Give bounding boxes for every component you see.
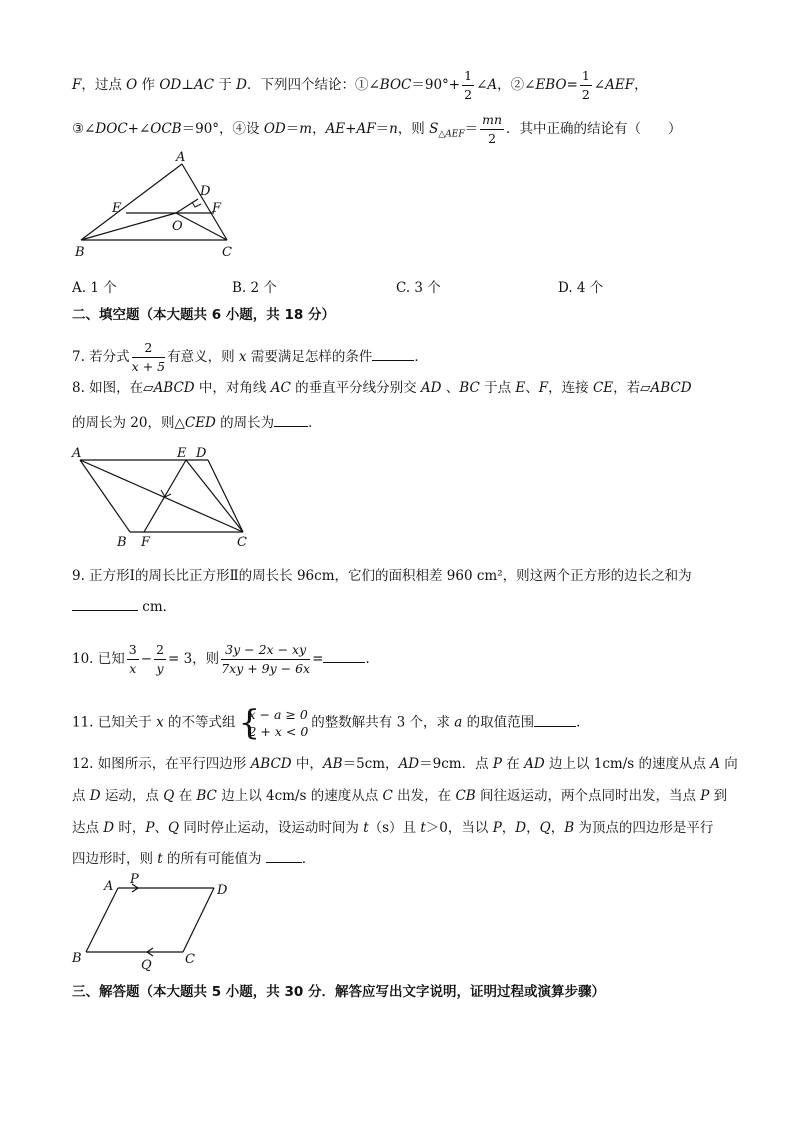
q10-text: 10. 已知 $\frac{3}{x}$ − $\frac{2}{y}$ = 3，则 $\frac{3y - 2x - xy}{7xy + 9y - 6x}$ = ．	[72, 642, 379, 676]
q9-text-line-1: 9. 正方形Ⅰ的周长比正方形Ⅱ的周长长 96cm，它们的面积相差 960 cm²，则这两个正方形的边长之和为	[72, 568, 692, 584]
label-B: B	[72, 951, 82, 966]
label-F: F	[212, 201, 222, 216]
answer-blank[interactable]	[323, 648, 365, 663]
label-A: A	[72, 446, 82, 461]
q12-text-line-3: 达点 D 时，P、Q 同时停止运动，设运动时间为 t（s）且 t＞0，当以 P，D，Q，B 为顶点的四边形是平行	[72, 820, 714, 836]
fraction-one-half: $\frac{1}{2}$	[464, 68, 473, 102]
label-D: D	[196, 446, 207, 461]
q9-text-line-2: cm．	[72, 596, 176, 617]
label-E: E	[177, 446, 187, 461]
inequality-system: { x − a ≥ 0 2 + x < 0	[238, 703, 309, 743]
q8-text-line-1: 8. 如图，在▱ABCD 中，对角线 AC 的垂直平分线分别交 AD 、BC 于点 E、F，连接 CE，若▱ABCD	[72, 380, 692, 396]
section-2-heading: 二、填空题（本大题共 6 小题，共 18 分）	[72, 307, 335, 323]
fraction-2-over-x-plus-5: $\frac{2}{x + 5}$	[131, 340, 166, 374]
label-D: D	[200, 184, 211, 199]
label-E: E	[112, 201, 122, 216]
q12-text-line-1: 12. 如图所示，在平行四边形 ABCD 中，AB＝5cm，AD＝9cm．点 P 在 AD 边上以 1cm/s 的速度从点 A 向	[72, 756, 738, 772]
label-P: P	[130, 872, 139, 887]
label-B: B	[75, 245, 85, 260]
answer-blank[interactable]	[274, 412, 308, 427]
q12-text-line-4: 四边形时，则 t 的所有可能值为 ．	[72, 848, 315, 869]
answer-blank[interactable]	[266, 848, 302, 863]
q6-triangle-figure	[70, 150, 250, 262]
label-A: A	[104, 879, 114, 894]
q12-text-line-2: 点 D 运动，点 Q 在 BC 边上以 4cm/s 的速度从点 C 出发，在 CB 间往返运动，两个点同时出发，当点 P 到	[72, 788, 728, 804]
answer-blank[interactable]	[534, 712, 576, 727]
fraction-one-half: $\frac{1}{2}$	[581, 68, 590, 102]
label-C: C	[222, 245, 232, 260]
q12-parallelogram-figure	[66, 872, 246, 972]
label-Q: Q	[141, 958, 152, 972]
brace-symbol: {	[238, 703, 261, 743]
fraction-expression: $\frac{3y - 2x - xy}{7xy + 9y - 6x}$	[221, 642, 311, 676]
q6-text-line-1: F，过点 O 作 OD⊥AC 于 D．下列四个结论：①∠BOC＝90°+ $\frac{1}{2}$ ∠A，②∠EBO= $\frac{1}{2}$ ∠AEF，	[72, 68, 648, 102]
label-C: C	[185, 952, 195, 967]
option-a: A. 1 个	[72, 280, 117, 296]
q11-text: 11. 已知关于 x 的不等式组 { x − a ≥ 0 2 + x < 0 的整数解共有 3 个，求 a 的取值范围 ．	[72, 703, 590, 743]
label-C: C	[237, 535, 247, 550]
fraction-3-over-x: $\frac{3}{x}$	[128, 642, 137, 676]
answer-blank[interactable]	[372, 346, 414, 361]
q7-text: 7. 若分式 $\frac{2}{x + 5}$ 有意义，则 x 需要满足怎样的条件 ．	[72, 340, 428, 374]
fraction-mn-over-2: $\frac{mn}{2}$	[482, 112, 503, 146]
label-A: A	[176, 150, 186, 165]
q8-text-line-2: 的周长为 20，则△CED 的周长为 ．	[72, 412, 322, 433]
label-F: F	[141, 535, 151, 550]
option-c: C. 3 个	[396, 280, 441, 296]
answer-blank[interactable]	[72, 596, 138, 611]
section-3-heading: 三、解答题（本大题共 5 小题，共 30 分．解答应写出文字说明，证明过程或演算步骤）	[72, 984, 605, 1000]
option-d: D. 4 个	[558, 280, 604, 296]
q6-text-line-2: ③∠DOC+∠OCB＝90°，④设 OD＝m，AE+AF＝n，则 $S_{\triangle AEF}=$ $\frac{mn}{2}$ ．其中正确的结论有（ ）	[72, 112, 682, 146]
label-D: D	[217, 883, 228, 898]
label-O: O	[172, 219, 183, 234]
q8-parallelogram-figure	[68, 442, 268, 552]
label-B: B	[117, 535, 127, 550]
fraction-2-over-y: $\frac{2}{y}$	[156, 642, 164, 676]
option-b: B. 2 个	[232, 280, 277, 296]
